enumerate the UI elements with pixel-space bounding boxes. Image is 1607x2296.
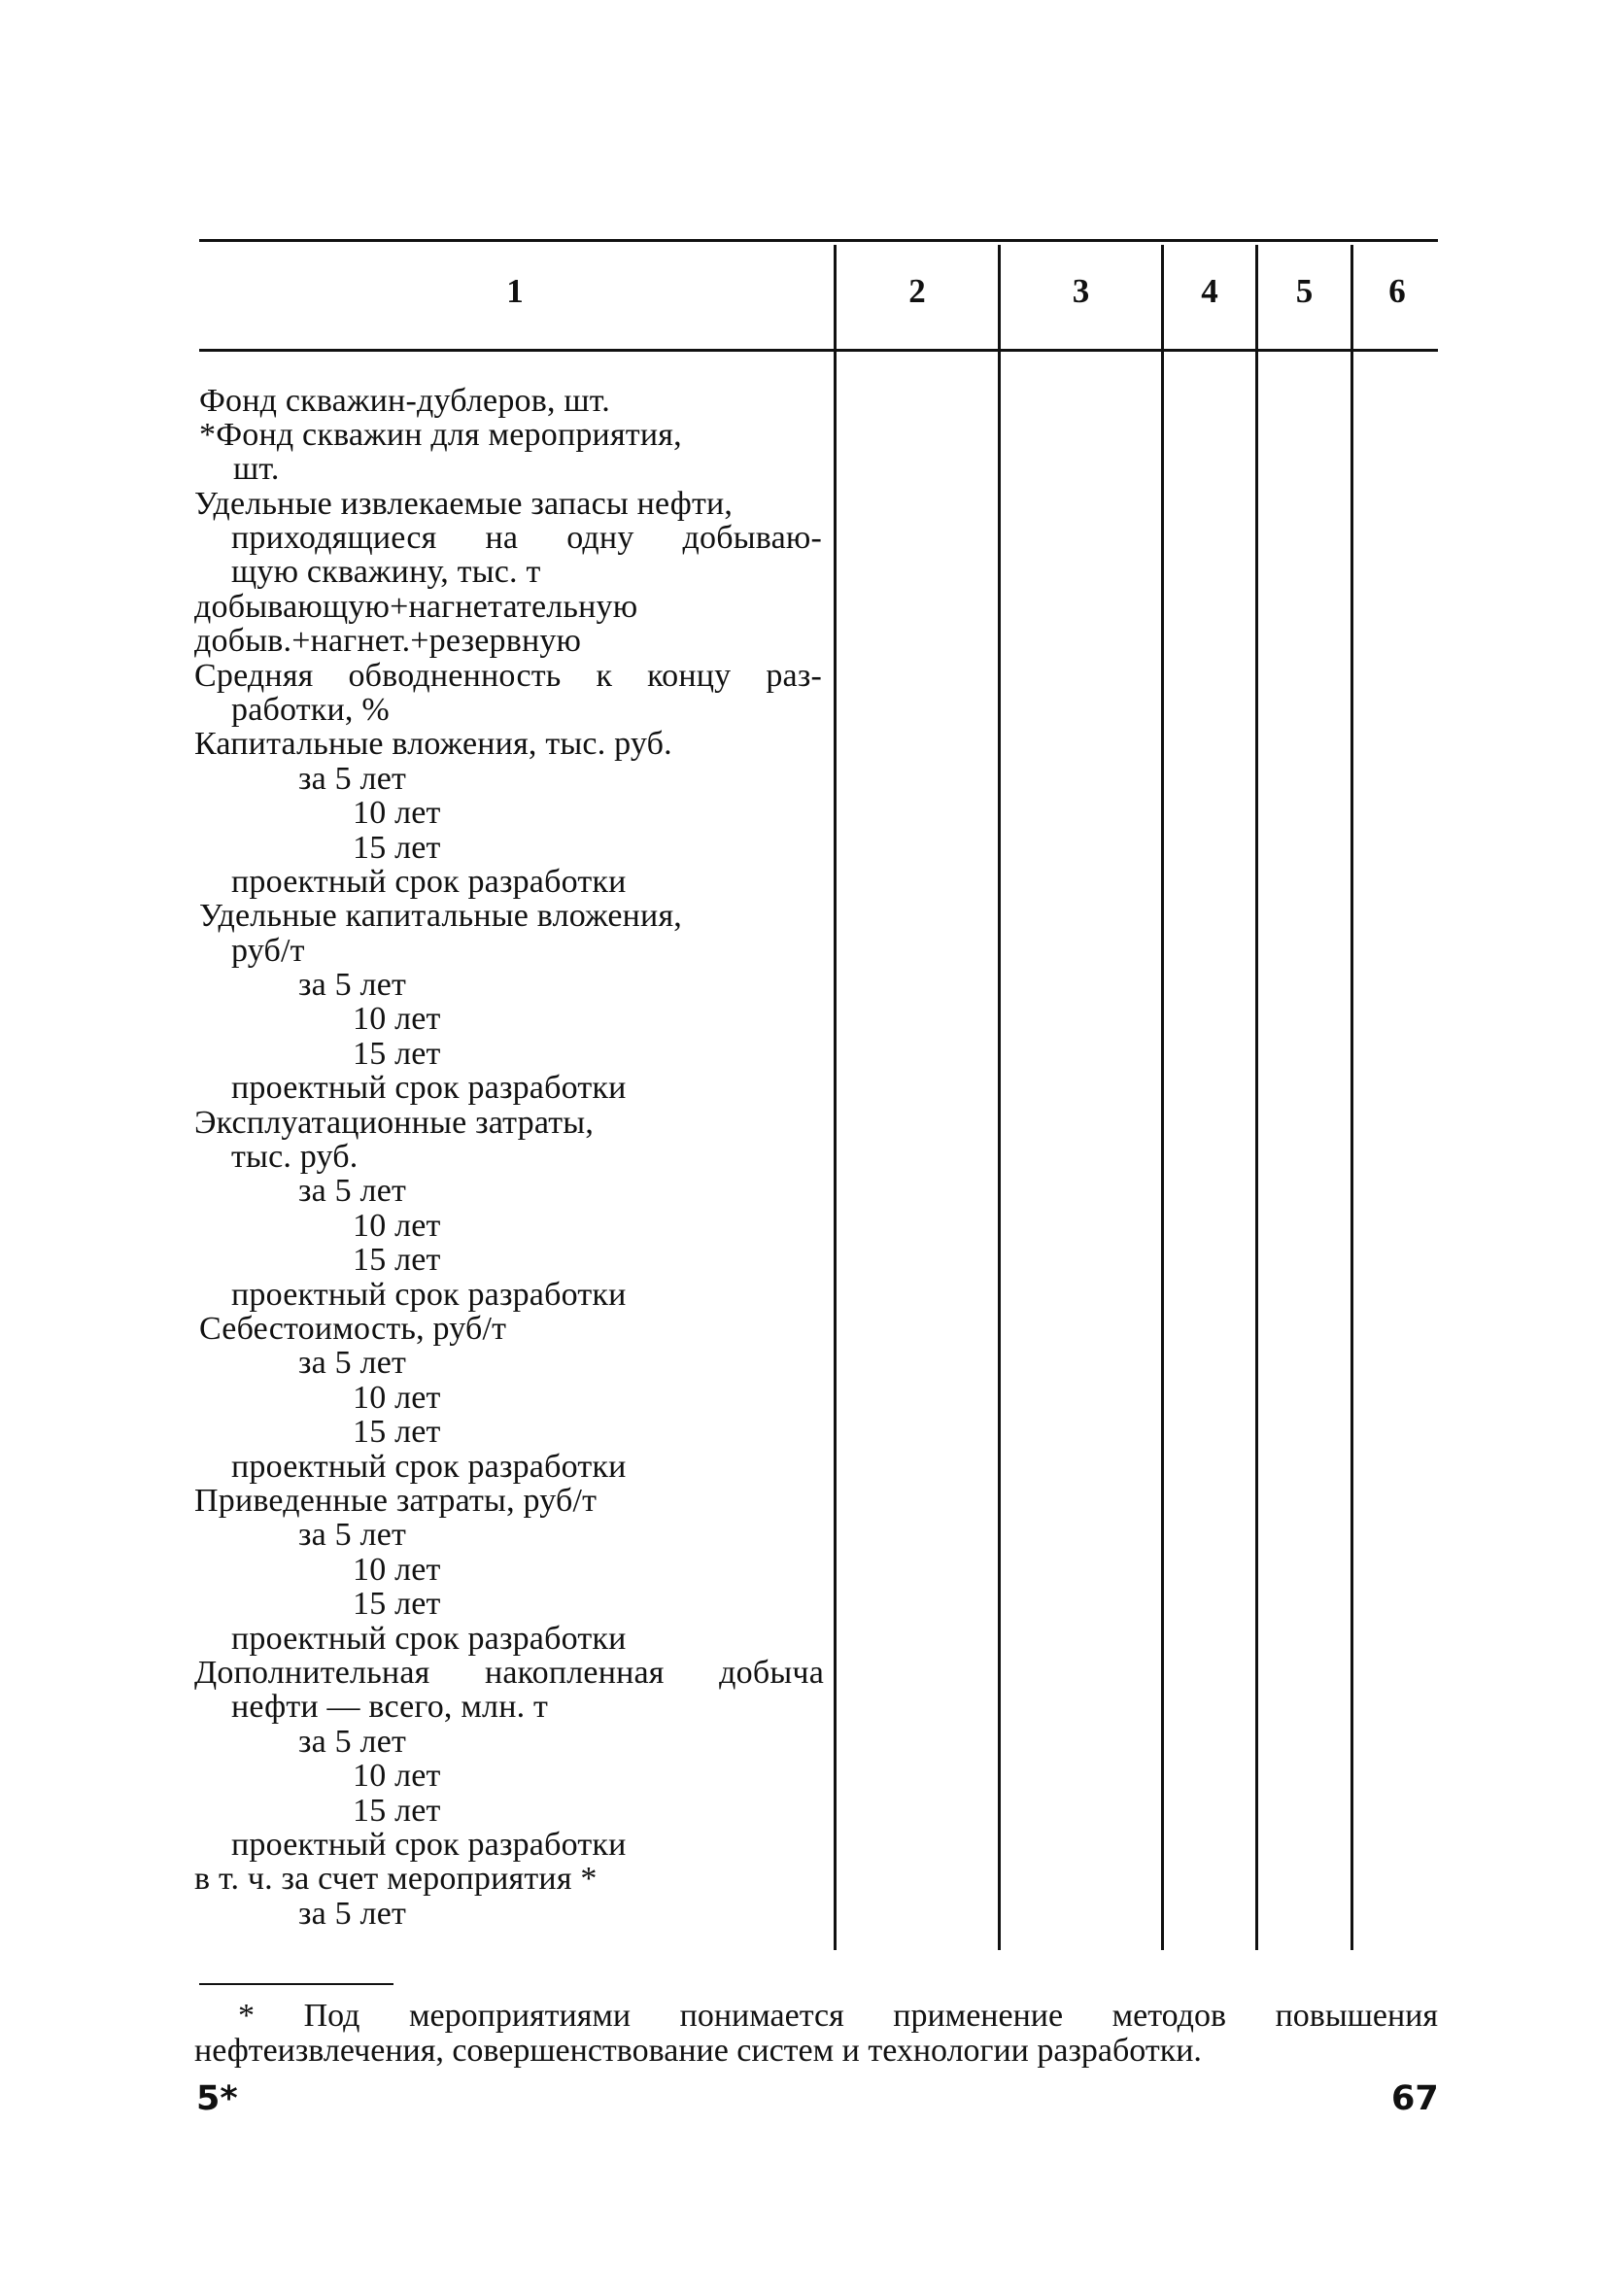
- table-row: проектный срок разработки: [231, 1827, 627, 1863]
- column-divider-2: [998, 245, 1001, 1950]
- column-divider-3: [1161, 245, 1164, 1950]
- table-row: Удельные капитальные вложения,: [199, 898, 682, 934]
- column-divider-1: [834, 245, 837, 1950]
- table-row: Эксплуатационные затраты,: [194, 1105, 595, 1141]
- table-row: проектный срок разработки: [231, 1070, 627, 1106]
- table-row: добывающую+нагнетательную: [194, 589, 638, 625]
- table-row: за 5 лет: [298, 1517, 407, 1553]
- table-row: Приведенные затраты, руб/т: [194, 1483, 598, 1519]
- column-header-6: 6: [1388, 272, 1406, 310]
- column-header-3: 3: [1072, 272, 1090, 310]
- table-row: проектный срок разработки: [231, 1449, 627, 1485]
- footnote-line-2: нефтеизвлечения, совершенствование систем и технологии разработки.: [194, 2033, 1202, 2069]
- column-header-2: 2: [908, 272, 926, 310]
- table-row: Фонд скважин-дублеров, шт.: [199, 383, 610, 419]
- column-header-1: 1: [506, 272, 524, 310]
- table-row: Удельные извлекаемые запасы нефти,: [194, 486, 734, 522]
- table-row: руб/т: [231, 933, 305, 969]
- page-number: 67: [1391, 2079, 1439, 2118]
- table-row: 10 лет: [353, 795, 441, 831]
- table-row: 15 лет: [353, 830, 441, 866]
- table-row: работки, %: [231, 692, 390, 728]
- table-row: в т. ч. за счет мероприятия *: [194, 1861, 598, 1897]
- table-row: шт.: [233, 451, 280, 487]
- table-header-rule: [199, 349, 1438, 352]
- table-row: Капитальные вложения, тыс. руб.: [194, 726, 672, 762]
- table-row: 10 лет: [353, 1758, 441, 1794]
- column-header-5: 5: [1295, 272, 1314, 310]
- table-row: за 5 лет: [298, 1173, 407, 1209]
- footnote-rule: [199, 1983, 393, 1985]
- table-row: приходящиеся на одну добываю-: [231, 520, 822, 556]
- table-row: 10 лет: [353, 1380, 441, 1416]
- table-row: Себестоимость, руб/т: [199, 1311, 507, 1347]
- table-row: Средняя обводненность к концу раз-: [194, 658, 822, 694]
- column-header-4: 4: [1201, 272, 1218, 310]
- table-row: нефти — всего, млн. т: [231, 1689, 549, 1725]
- signature-mark: 5*: [196, 2079, 238, 2118]
- table-row: за 5 лет: [298, 1345, 407, 1381]
- table-row: проектный срок разработки: [231, 1621, 627, 1657]
- table-row: 15 лет: [353, 1793, 441, 1829]
- table-row: Дополнительная накопленная добыча: [194, 1655, 824, 1691]
- table-row: тыс. руб.: [231, 1139, 359, 1175]
- table-row: *Фонд скважин для мероприятия,: [199, 417, 682, 453]
- table-row: проектный срок разработки: [231, 1277, 627, 1313]
- column-divider-4: [1255, 245, 1258, 1950]
- table-row: за 5 лет: [298, 761, 407, 797]
- table-row: щую скважину, тыс. т: [231, 554, 541, 590]
- table-row: за 5 лет: [298, 967, 407, 1003]
- column-divider-5: [1351, 245, 1353, 1950]
- table-top-rule: [199, 239, 1438, 242]
- table-row: 10 лет: [353, 1552, 441, 1588]
- table-row: 15 лет: [353, 1586, 441, 1622]
- table-row: за 5 лет: [298, 1724, 407, 1760]
- table-row: 10 лет: [353, 1001, 441, 1037]
- table-row: 10 лет: [353, 1208, 441, 1244]
- footnote-line-1: * Под мероприятиями понимается применение методов повышения: [238, 1998, 1438, 2034]
- table-row: за 5 лет: [298, 1896, 407, 1932]
- table-row: 15 лет: [353, 1036, 441, 1072]
- table-row: 15 лет: [353, 1414, 441, 1450]
- table-row: проектный срок разработки: [231, 864, 627, 900]
- table-row: 15 лет: [353, 1242, 441, 1278]
- table-row: добыв.+нагнет.+резервную: [194, 623, 582, 659]
